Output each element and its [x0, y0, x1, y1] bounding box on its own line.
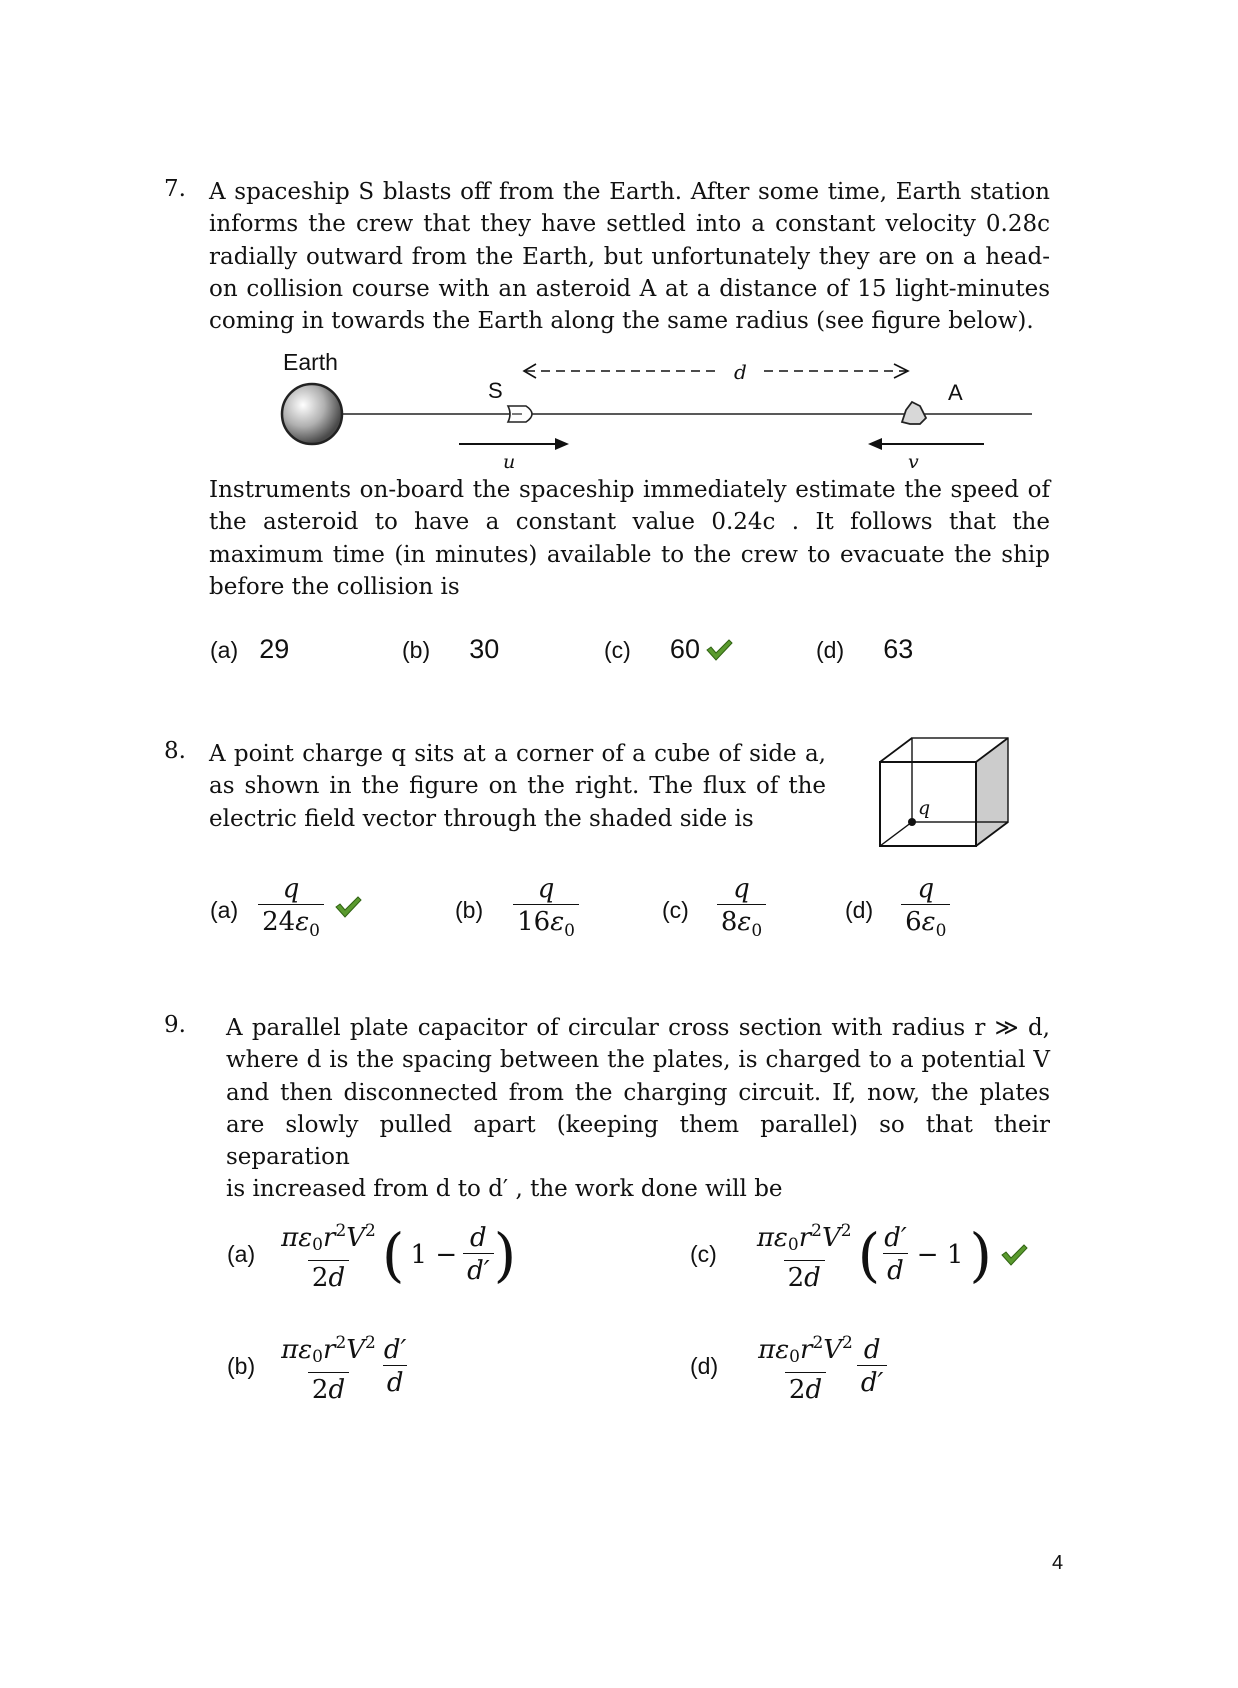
option-fraction	[258, 874, 324, 946]
option-label: (d)	[816, 637, 845, 663]
fraction-denominator: d′	[463, 1253, 494, 1286]
ratio-fraction	[380, 1335, 411, 1398]
fraction-denominator: d	[383, 1365, 408, 1398]
asteroid-velocity-arrow	[862, 432, 992, 472]
shaded-face	[976, 738, 1008, 846]
denominator-coefficient: 24	[262, 907, 296, 937]
fraction-numerator: $\pi\varepsilon 0r^2V^2$	[758, 1333, 853, 1367]
q7-question-text-2	[209, 474, 1050, 603]
q9-option-d[interactable]	[690, 1328, 887, 1405]
cube-figure	[876, 734, 1016, 858]
denominator-coefficient: 16	[517, 907, 551, 937]
work-fraction	[277, 1328, 380, 1405]
option-value: 63	[883, 634, 914, 664]
option-value: 30	[469, 634, 500, 664]
right-paren: )	[493, 1220, 517, 1289]
fraction-numerator: d	[863, 1335, 881, 1365]
option-label: (b)	[227, 1353, 256, 1379]
q7-distance-arrow	[520, 358, 920, 388]
q9-line-1: A parallel plate capacitor of circular cross section with radius r ≫ d,	[226, 1015, 1050, 1041]
ratio-fraction	[857, 1335, 888, 1398]
q8-line-1: A point charge q sits at a corner of a cube of side a,	[209, 741, 826, 767]
asteroid-label: A	[948, 380, 963, 405]
option-fraction	[513, 874, 579, 946]
option-label: (c)	[662, 896, 689, 923]
q9-line-5: is increased from d to d′ , the work done will be	[226, 1176, 783, 1203]
option-label: (c)	[604, 637, 631, 663]
option-label: (d)	[690, 1353, 719, 1379]
q8-option-b[interactable]	[455, 874, 579, 946]
q9-line-2: where d is the spacing between the plates, is charged to a potential V	[226, 1047, 1050, 1074]
ratio-fraction	[463, 1223, 494, 1286]
q9-option-a[interactable]	[227, 1216, 516, 1293]
option-label: (a)	[210, 637, 239, 663]
q8-option-a[interactable]	[210, 874, 362, 946]
q8-number: 8.	[164, 738, 186, 764]
q7-number: 7.	[164, 176, 186, 202]
ship-label: S	[488, 378, 503, 403]
q9-line-3: and then disconnected from the charging circuit. If, now, the plates	[226, 1079, 1050, 1106]
fraction-denominator: $6\varepsilon_0$	[901, 904, 950, 946]
q8-line-2: as shown in the figure on the right. The flux of the	[209, 773, 826, 800]
earth-icon	[282, 384, 342, 444]
fraction-denominator: 2d	[308, 1260, 349, 1293]
work-fraction	[753, 1216, 856, 1293]
fraction-numerator: $\pi\varepsilon 0r^2V^2$	[756, 1221, 852, 1255]
fraction-numerator: d	[470, 1223, 487, 1253]
distance-label: d	[734, 360, 747, 384]
q9-question-text	[226, 1012, 1050, 1206]
fraction-numerator: $\pi\varepsilon 0r^2V^2$	[281, 1221, 376, 1255]
work-fraction	[754, 1328, 857, 1405]
check-icon	[705, 638, 733, 662]
option-value: 60	[669, 634, 700, 664]
q7-option-b[interactable]	[402, 634, 499, 665]
fraction-numerator: q	[282, 874, 300, 904]
left-paren: (	[857, 1220, 881, 1289]
check-icon	[334, 895, 362, 919]
fraction-denominator: $24\varepsilon_0$	[258, 904, 324, 946]
denominator-coefficient: 6	[905, 907, 922, 937]
fraction-numerator: q	[733, 874, 750, 904]
page-number: 4	[1052, 1552, 1064, 1574]
q9-number: 9.	[164, 1012, 186, 1038]
q7-line-4: on collision course with an asteroid A at a distance of 15 light-minutes	[209, 275, 1050, 302]
point-charge	[908, 818, 916, 826]
q8-option-d[interactable]	[845, 874, 950, 946]
ship-velocity-arrow	[455, 432, 575, 472]
option-value: 29	[259, 634, 290, 664]
fraction-denominator: $16\varepsilon_0$	[513, 904, 579, 946]
distance-arrow	[528, 350, 542, 354]
option-label: (d)	[845, 896, 874, 923]
q7-option-c[interactable]	[604, 634, 733, 665]
q7-line-2: informs the crew that they have settled into a constant velocity 0.28c	[209, 211, 1050, 238]
fraction-numerator: q	[917, 874, 935, 904]
q7-line-1: A spaceship S blasts off from the Earth. After some time, Earth station	[209, 179, 1050, 205]
q7-line-5: coming in towards the Earth along the same radius (see figure below).	[209, 308, 1034, 335]
fraction-numerator: q	[537, 874, 555, 904]
ratio-fraction	[880, 1223, 911, 1286]
q7-option-a[interactable]	[210, 634, 289, 665]
one-minus: 1 −	[410, 1239, 458, 1270]
left-paren: (	[381, 1220, 405, 1289]
fraction-numerator: $\pi\varepsilon 0r^2V^2$	[281, 1333, 376, 1367]
asteroid-velocity-label: v	[908, 451, 919, 472]
q9-line-4: are slowly pulled apart (keeping them parallel) so that their separation	[226, 1111, 1050, 1171]
option-label: (a)	[227, 1241, 256, 1267]
q7-line2-1: Instruments on-board the spaceship immediately estimate the speed of	[209, 477, 1050, 503]
charge-label: q	[918, 797, 931, 819]
option-label: (c)	[690, 1241, 717, 1267]
earth-label: Earth	[283, 350, 338, 375]
fraction-denominator: d	[883, 1253, 908, 1286]
fraction-denominator: 2d	[784, 1260, 825, 1293]
q7-line2-4: before the collision is	[209, 573, 460, 600]
q7-option-d[interactable]	[816, 634, 913, 665]
q7-line-3: radially outward from the Earth, but unfortunately they are on a head-	[209, 243, 1050, 270]
option-fraction	[901, 874, 950, 946]
asteroid-icon	[902, 402, 926, 424]
fraction-denominator: $8\varepsilon_0$	[717, 904, 766, 946]
option-label: (a)	[210, 896, 239, 923]
fraction-numerator: d′	[383, 1335, 407, 1365]
option-label: (b)	[402, 637, 431, 663]
work-fraction	[277, 1216, 380, 1293]
q7-question-text	[209, 176, 1050, 337]
ship-velocity-label: u	[503, 451, 516, 472]
q7-line2-3: maximum time (in minutes) available to the crew to evacuate the ship	[209, 541, 1050, 568]
q8-option-c[interactable]	[662, 874, 766, 946]
q7-line2-2: the asteroid to have a constant value 0.24c . It follows that the	[209, 509, 1050, 536]
denominator-coefficient: 8	[720, 907, 738, 937]
fraction-denominator: d′	[857, 1365, 888, 1398]
q9-option-b[interactable]	[227, 1328, 410, 1405]
right-paren: )	[969, 1220, 992, 1289]
option-label: (b)	[455, 896, 484, 923]
q8-line-3: electric field vector through the shaded side is	[209, 805, 754, 832]
fraction-numerator: d′	[884, 1223, 907, 1253]
fraction-denominator: 2d	[308, 1372, 349, 1405]
spaceship-icon	[508, 406, 532, 422]
minus-one: − 1	[916, 1239, 964, 1270]
option-fraction	[717, 874, 766, 946]
q9-option-c[interactable]	[690, 1216, 1028, 1293]
q8-question-text	[209, 738, 826, 835]
fraction-denominator: 2d	[785, 1372, 826, 1405]
check-icon	[1000, 1243, 1028, 1267]
